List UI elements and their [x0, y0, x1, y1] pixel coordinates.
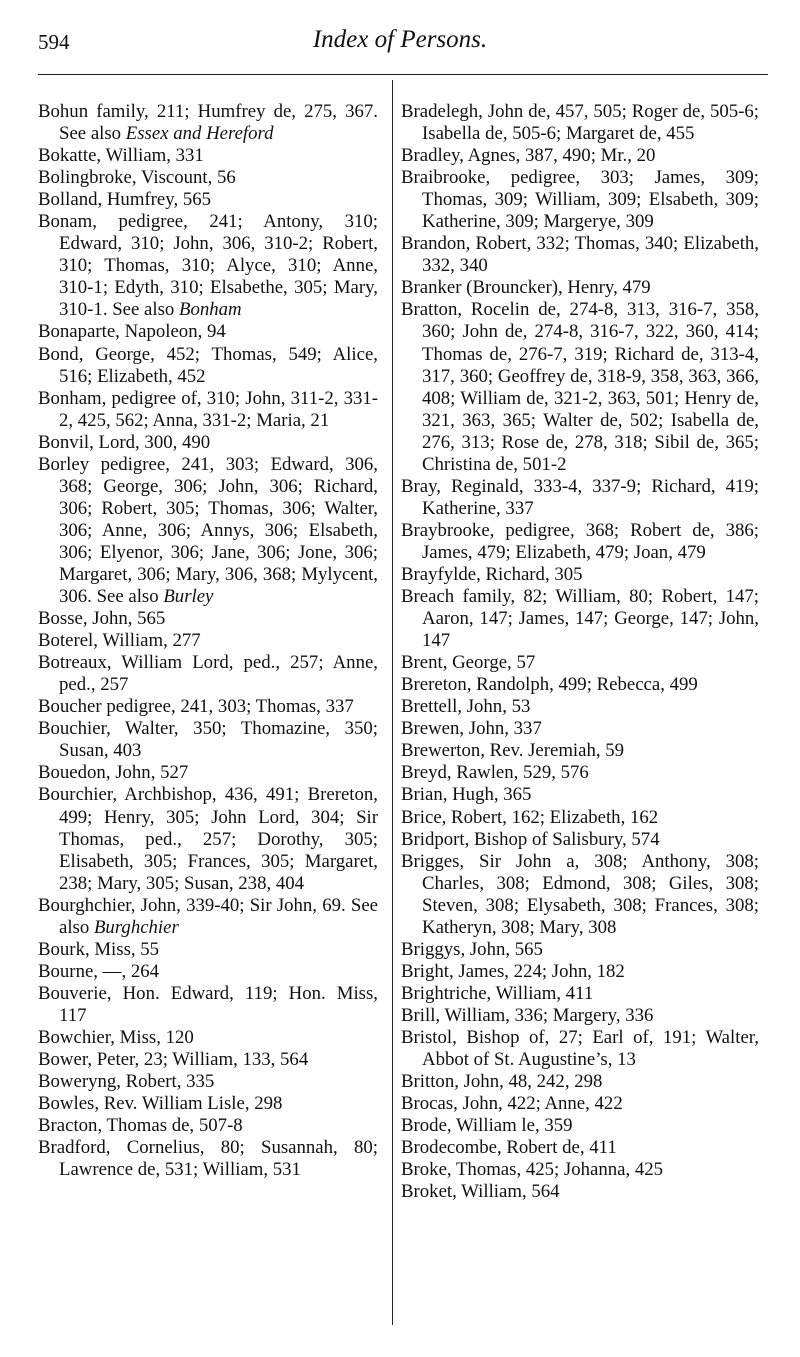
index-entry [401, 1115, 759, 1137]
column-divider [392, 80, 393, 1325]
index-entry-text: Brereton, Randolph, 499; Rebecca, 499 [401, 674, 698, 696]
index-entry-text: Braybrooke, pedigree, 368; Robert de, 386; James, 479; Elizabeth, 479; Joan, 479 [401, 519, 759, 563]
index-entry-text: Breach family, 82; William, 80; Robert, 147; Aaron, 147; James, 147; George, 147; John, 147 [401, 586, 759, 652]
index-entry [38, 101, 378, 145]
index-entry-text: Bright, James, 224; John, 182 [401, 960, 625, 982]
index-entry-text: Bonvil, Lord, 300, 490 [38, 431, 211, 453]
index-entry [38, 630, 378, 652]
index-entry [401, 520, 759, 564]
index-entry [401, 784, 759, 806]
see-also-reference: Burghchier [93, 916, 179, 938]
index-entry-text: Bracton, Thomas de, 507-8 [38, 1115, 243, 1137]
index-entry-text: Bohun family, 211; Humfrey de, 275, 367. See also [38, 101, 378, 145]
index-entry-text: Bokatte, William, 331 [38, 145, 204, 167]
page-header [0, 0, 800, 70]
index-entry [38, 189, 378, 211]
index-entry [401, 233, 759, 277]
index-entry-text: Brice, Robert, 162; Elizabeth, 162 [401, 806, 659, 828]
index-entry [401, 807, 759, 829]
index-entry [401, 1027, 759, 1071]
index-entry-text: Boweryng, Robert, 335 [38, 1071, 215, 1093]
index-entry-text: Brandon, Robert, 332; Thomas, 340; Elizabeth, 332, 340 [401, 233, 759, 277]
index-entry-text: Brent, George, 57 [401, 652, 536, 674]
index-entry-text: Boterel, William, 277 [38, 630, 201, 652]
index-entry [401, 476, 759, 520]
index-entry [401, 586, 759, 652]
index-entry [401, 101, 759, 145]
index-entry-text: Brettell, John, 53 [401, 696, 531, 718]
index-entry-text: Bridport, Bishop of Salisbury, 574 [401, 828, 660, 850]
index-entry-text: Brian, Hugh, 365 [401, 784, 532, 806]
index-entry [38, 1137, 378, 1181]
index-entry-text: Boucher pedigree, 241, 303; Thomas, 337 [38, 696, 354, 718]
index-entry [38, 432, 378, 454]
index-entry-text: Brightriche, William, 411 [401, 982, 594, 1004]
index-entry [401, 983, 759, 1005]
index-entry [401, 851, 759, 939]
index-entry [38, 961, 378, 983]
index-entry [38, 1027, 378, 1049]
index-entry [401, 277, 759, 299]
index-entry-text: Bowchier, Miss, 120 [38, 1026, 194, 1048]
index-entry [38, 718, 378, 762]
index-entry-text: Bouverie, Hon. Edward, 119; Hon. Miss, 117 [38, 982, 378, 1026]
index-entry [401, 939, 759, 961]
index-entry [401, 696, 759, 718]
index-entry-text: Bond, George, 452; Thomas, 549; Alice, 516; Elizabeth, 452 [38, 343, 378, 387]
index-entry-text: Britton, John, 48, 242, 298 [401, 1071, 603, 1093]
index-entry [38, 895, 378, 939]
index-entry-text: Bowles, Rev. William Lisle, 298 [38, 1093, 283, 1115]
index-entry-text: Bolland, Humfrey, 565 [38, 189, 212, 211]
index-entry [38, 762, 378, 784]
index-entry [38, 211, 378, 321]
index-entry-text: Broket, William, 564 [401, 1181, 560, 1203]
index-entry [38, 344, 378, 388]
index-entry [38, 652, 378, 696]
index-entry-text: Bray, Reginald, 333-4, 337-9; Richard, 419; Katherine, 337 [401, 475, 759, 519]
index-entry-text: Bonham, pedigree of, 310; John, 311-2, 331-2, 425, 562; Anna, 331-2; Maria, 21 [38, 387, 378, 431]
index-entry-text: Bourk, Miss, 55 [38, 938, 160, 960]
index-entry-text: Bristol, Bishop of, 27; Earl of, 191; Walter, Abbot of St. Augustine’s, 13 [401, 1026, 759, 1071]
index-entry [38, 939, 378, 961]
index-entry [401, 299, 759, 475]
index-entry [38, 983, 378, 1027]
index-entry [401, 1005, 759, 1027]
index-entry [401, 564, 759, 586]
index-entry [38, 1071, 378, 1093]
index-entry-text: Bonaparte, Napoleon, 94 [38, 321, 226, 343]
index-entry [401, 1093, 759, 1115]
index-entry [401, 1159, 759, 1181]
index-entry [401, 1071, 759, 1093]
index-entry-text: Brewen, John, 337 [401, 718, 542, 740]
index-entry [38, 1115, 378, 1137]
index-entry-text: Bonam, pedigree, 241; Antony, 310; Edward, 310; John, 306, 310-2; Robert, 310; Thomas, 310; Alyce, 310; Anne, 310-1; Edyth, 310; Elsabethe, 305; Mary, 310-1. See also [38, 211, 378, 321]
index-entry-text: Bourne, —, 264 [38, 960, 160, 982]
index-entry-text: Braibrooke, pedigree, 303; James, 309; Thomas, 309; William, 309; Elsabeth, 309; Katherine, 309; Margerye, 309 [401, 167, 759, 233]
index-entry-text: Bosse, John, 565 [38, 608, 166, 630]
index-entry [401, 674, 759, 696]
index-entry [401, 145, 759, 167]
index-entry-text: Brocas, John, 422; Anne, 422 [401, 1093, 623, 1115]
see-also-reference: Bonham [178, 299, 242, 321]
index-entry-text: Brayfylde, Richard, 305 [401, 563, 583, 585]
index-column-left [38, 101, 378, 1181]
index-entry-text: Bouchier, Walter, 350; Thomazine, 350; Susan, 403 [38, 718, 378, 762]
index-entry [38, 784, 378, 894]
index-entry [401, 829, 759, 851]
index-entry-text: Botreaux, William Lord, ped., 257; Anne, ped., 257 [38, 652, 378, 696]
see-also-reference: Essex and Hereford [125, 123, 274, 145]
page-number: 594 [38, 30, 70, 54]
index-entry-text: Breyd, Rawlen, 529, 576 [401, 762, 589, 784]
index-entry [38, 1093, 378, 1115]
index-entry [38, 608, 378, 630]
index-entry-text: Borley pedigree, 241, 303; Edward, 306, 368; George, 306; John, 306; Richard, 306; Robert, 305; Thomas, 306; Walter, 306; Anne, 306; Annys, 306; Elsabeth, 306; Elyenor, 306; Jane, 306; Jone, 306; Margaret, 306; Mary, 306, 368; Mylycent, 306. See also [38, 453, 378, 608]
index-entry-text: Brewerton, Rev. Jeremiah, 59 [401, 740, 625, 762]
index-entry-text: Briggys, John, 565 [401, 938, 543, 960]
index-entry [401, 961, 759, 983]
index-entry [38, 388, 378, 432]
index-entry [38, 454, 378, 608]
index-entry [38, 1049, 378, 1071]
index-entry-text: Bourghchier, John, 339-40; Sir John, 69. See also [38, 894, 378, 938]
index-entry-text: Bradford, Cornelius, 80; Susannah, 80; Lawrence de, 531; William, 531 [38, 1137, 378, 1181]
index-entry [38, 321, 378, 343]
index-entry-text: Bradley, Agnes, 387, 490; Mr., 20 [401, 145, 656, 167]
index-entry [38, 145, 378, 167]
running-title: Index of Persons. [312, 26, 488, 53]
index-entry-text: Bouedon, John, 527 [38, 762, 189, 784]
index-entry-text: Branker (Brouncker), Henry, 479 [401, 277, 651, 299]
index-entry-text: Brode, William le, 359 [401, 1115, 573, 1137]
index-entry [38, 167, 378, 189]
index-entry-text: Bolingbroke, Viscount, 56 [38, 167, 236, 189]
index-entry-text: Brodecombe, Robert de, 411 [401, 1137, 617, 1159]
index-entry [401, 652, 759, 674]
header-rule [38, 74, 768, 75]
index-entry [401, 1137, 759, 1159]
index-entry-text: Brigges, Sir John a, 308; Anthony, 308; Charles, 308; Edmond, 308; Giles, 308; Steven, 308; Elysabeth, 308; Frances, 308; Katheryn, 308; Mary, 308 [401, 850, 759, 938]
index-entry-text: Bourchier, Archbishop, 436, 491; Brereton, 499; Henry, 305; John Lord, 304; Sir Thomas, ped., 257; Dorothy, 305; Elisabeth, 305; Frances, 305; Margaret, 238; Mary, 305; Susan, 238, 404 [38, 784, 378, 894]
see-also-reference: Burley [163, 586, 214, 608]
index-entry [401, 1181, 759, 1203]
index-entry-text: Broke, Thomas, 425; Johanna, 425 [401, 1159, 664, 1181]
index-column-right [401, 101, 759, 1203]
index-entry [401, 762, 759, 784]
index-entry-text: Bratton, Rocelin de, 274-8, 313, 316-7, 358, 360; John de, 274-8, 316-7, 322, 360, 414; Thomas de, 276-7, 319; Richard de, 313-4, 317, 360; Geoffrey de, 318-9, 358, 363, 366, 408; William de, 321-2, 363, 501; Henry de, 321, 363, 365; Walter de, 502; Isabella de, 276, 313; Rose de, 278, 318; Sibil de, 365; Christina de, 501-2 [401, 299, 759, 475]
index-entry [401, 740, 759, 762]
index-entry-text: Brill, William, 336; Margery, 336 [401, 1004, 654, 1026]
index-entry [401, 167, 759, 233]
index-entry [401, 718, 759, 740]
index-entry [38, 696, 378, 718]
index-entry-text: Bower, Peter, 23; William, 133, 564 [38, 1049, 309, 1071]
index-entry-text: Bradelegh, John de, 457, 505; Roger de, 505-6; Isabella de, 505-6; Margaret de, 455 [401, 101, 759, 145]
